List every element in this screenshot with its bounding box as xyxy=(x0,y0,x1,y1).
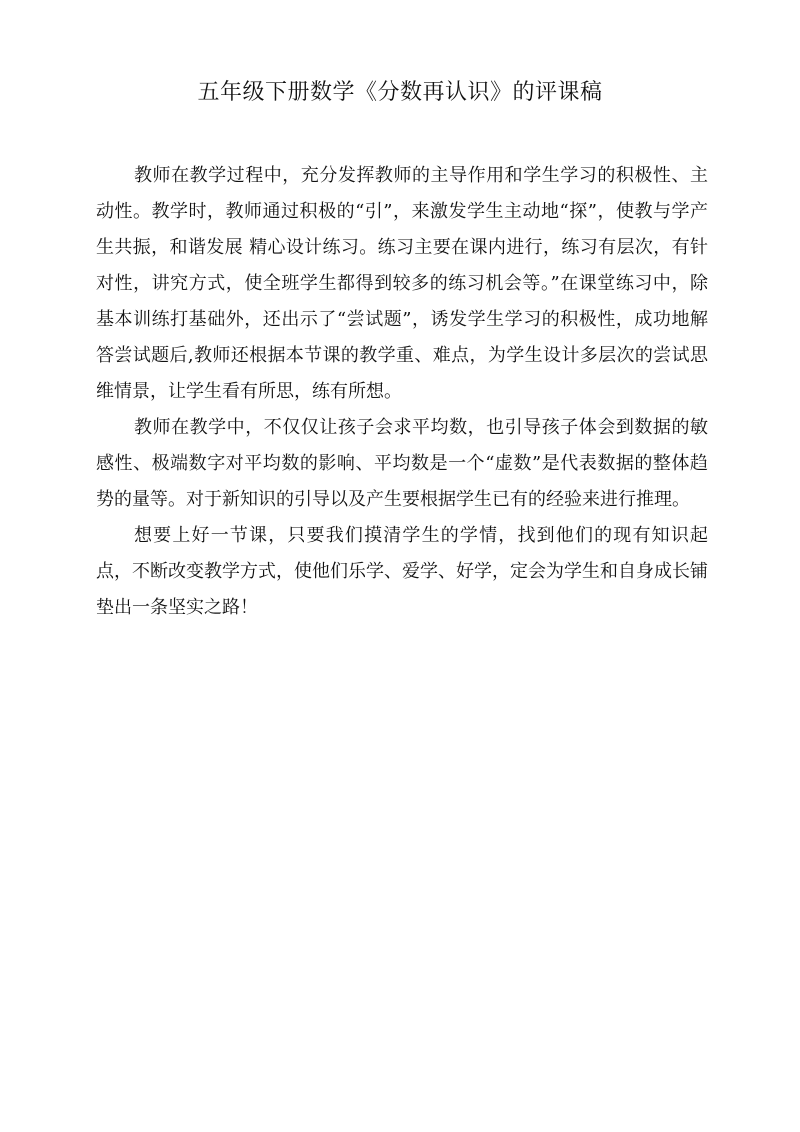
paragraph-3: 想要上好一节课，只要我们摸清学生的学情，找到他们的现有知识起点，不断改变教学方式，使他们乐学、爱学、好学，定会为学生和自身成长铺垫出一条坚实之路！ xyxy=(96,525,708,618)
document-title: 五年级下册数学《分数再认识》的评课稿 xyxy=(197,80,603,105)
paragraph-2: 教师在教学中，不仅仅让孩子会求平均数，也引导孩子体会到数据的敏感性、极端数字对平均数的影响、平均数是一个“虚数”是代表数据的整体趋势的量等。对于新知识的引导以及产生要根据学生已有的经验来进行推理。 xyxy=(96,417,708,510)
paragraph-1: 教师在教学过程中，充分发挥教师的主导作用和学生学习的积极性、主动性。教学时，教师通过积极的“引”，来激发学生主动地“探”，使教与学产生共振，和谐发展 精心设计练习。练习主要在课内进行，练习有层次，有针对性，讲究方式，使全班学生都得到较多的练习机会等。”在课堂练习中，除基本训练打基础外，还出示了“尝试题”，诱发学生学习的积极性，成功地解答尝试题后,教师还根据本节课的教学重、难点，为学生设计多层次的尝试思维情景，让学生看有所思，练有所想。 xyxy=(96,165,708,402)
document-body xyxy=(96,158,708,626)
